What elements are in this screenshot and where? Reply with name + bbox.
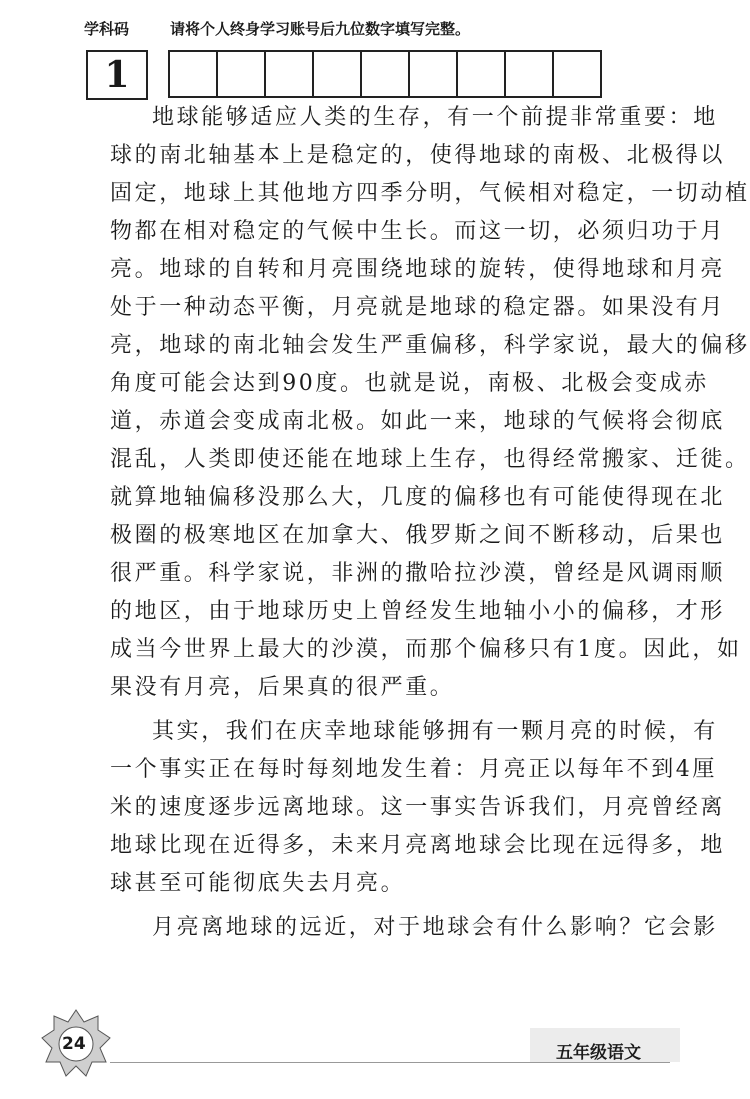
body-line: 果没有月亮，后果真的很严重。	[110, 675, 455, 700]
body-line: 亮。地球的自转和月亮围绕地球的旋转，使得地球和月亮	[110, 257, 726, 282]
body-line: 处于一种动态平衡，月亮就是地球的稳定器。如果没有月	[110, 295, 726, 320]
digit-box-8[interactable]	[504, 50, 554, 98]
digit-box-7[interactable]	[456, 50, 506, 98]
digit-box-3[interactable]	[264, 50, 314, 98]
body-line: 的地区，由于地球历史上曾经发生地轴小小的偏移，才形	[110, 599, 726, 624]
body-line: 月亮离地球的远近，对于地球会有什么影响？它会影	[152, 915, 718, 940]
grade-label: 五年级语文	[556, 1043, 641, 1063]
body-line: 很严重。科学家说，非洲的撒哈拉沙漠，曾经是风调雨顺	[110, 561, 726, 586]
digit-box-2[interactable]	[216, 50, 266, 98]
body-line: 一个事实正在每时每刻地发生着：月亮正以每年不到4厘	[110, 757, 717, 782]
account-number-boxes	[86, 50, 600, 100]
digit-box-5[interactable]	[360, 50, 410, 98]
subject-code-label: 学科码	[84, 20, 130, 38]
body-line: 混乱，人类即使还能在地球上生存，也得经常搬家、迁徙。	[110, 447, 750, 472]
body-line: 道，赤道会变成南北极。如此一来，地球的气候将会彻底	[110, 409, 726, 434]
digit-box-4[interactable]	[312, 50, 362, 98]
page-number: 24	[62, 1034, 86, 1054]
body-line: 球的南北轴基本上是稳定的，使得地球的南极、北极得以	[110, 143, 726, 168]
body-line: 物都在相对稳定的气候中生长。而这一切，必须归功于月	[110, 219, 726, 244]
body-line: 米的速度逐步远离地球。这一事实告诉我们，月亮曾经离	[110, 795, 726, 820]
body-line: 就算地轴偏移没那么大，几度的偏移也有可能使得现在北	[110, 485, 726, 510]
digit-box-9[interactable]	[552, 50, 602, 98]
body-line: 亮，地球的南北轴会发生严重偏移，科学家说，最大的偏移	[110, 333, 750, 358]
digit-box-6[interactable]	[408, 50, 458, 98]
body-line: 成当今世界上最大的沙漠，而那个偏移只有1度。因此，如	[110, 637, 742, 662]
body-line: 地球能够适应人类的生存，有一个前提非常重要：地	[152, 105, 718, 130]
body-line: 其实，我们在庆幸地球能够拥有一颗月亮的时候，有	[152, 719, 718, 744]
header-instruction: 请将个人终身学习账号后九位数字填写完整。	[170, 20, 471, 38]
digit-box-1[interactable]	[168, 50, 218, 98]
body-line: 角度可能会达到90度。也就是说，南极、北极会变成赤	[110, 371, 709, 396]
body-line: 极圈的极寒地区在加拿大、俄罗斯之间不断移动，后果也	[110, 523, 726, 548]
body-line: 固定，地球上其他地方四季分明，气候相对稳定，一切动植	[110, 181, 750, 206]
body-line: 地球比现在近得多，未来月亮离地球会比现在远得多，地	[110, 833, 726, 858]
body-line: 球甚至可能彻底失去月亮。	[110, 871, 406, 896]
subject-code-value: 1	[86, 50, 148, 100]
